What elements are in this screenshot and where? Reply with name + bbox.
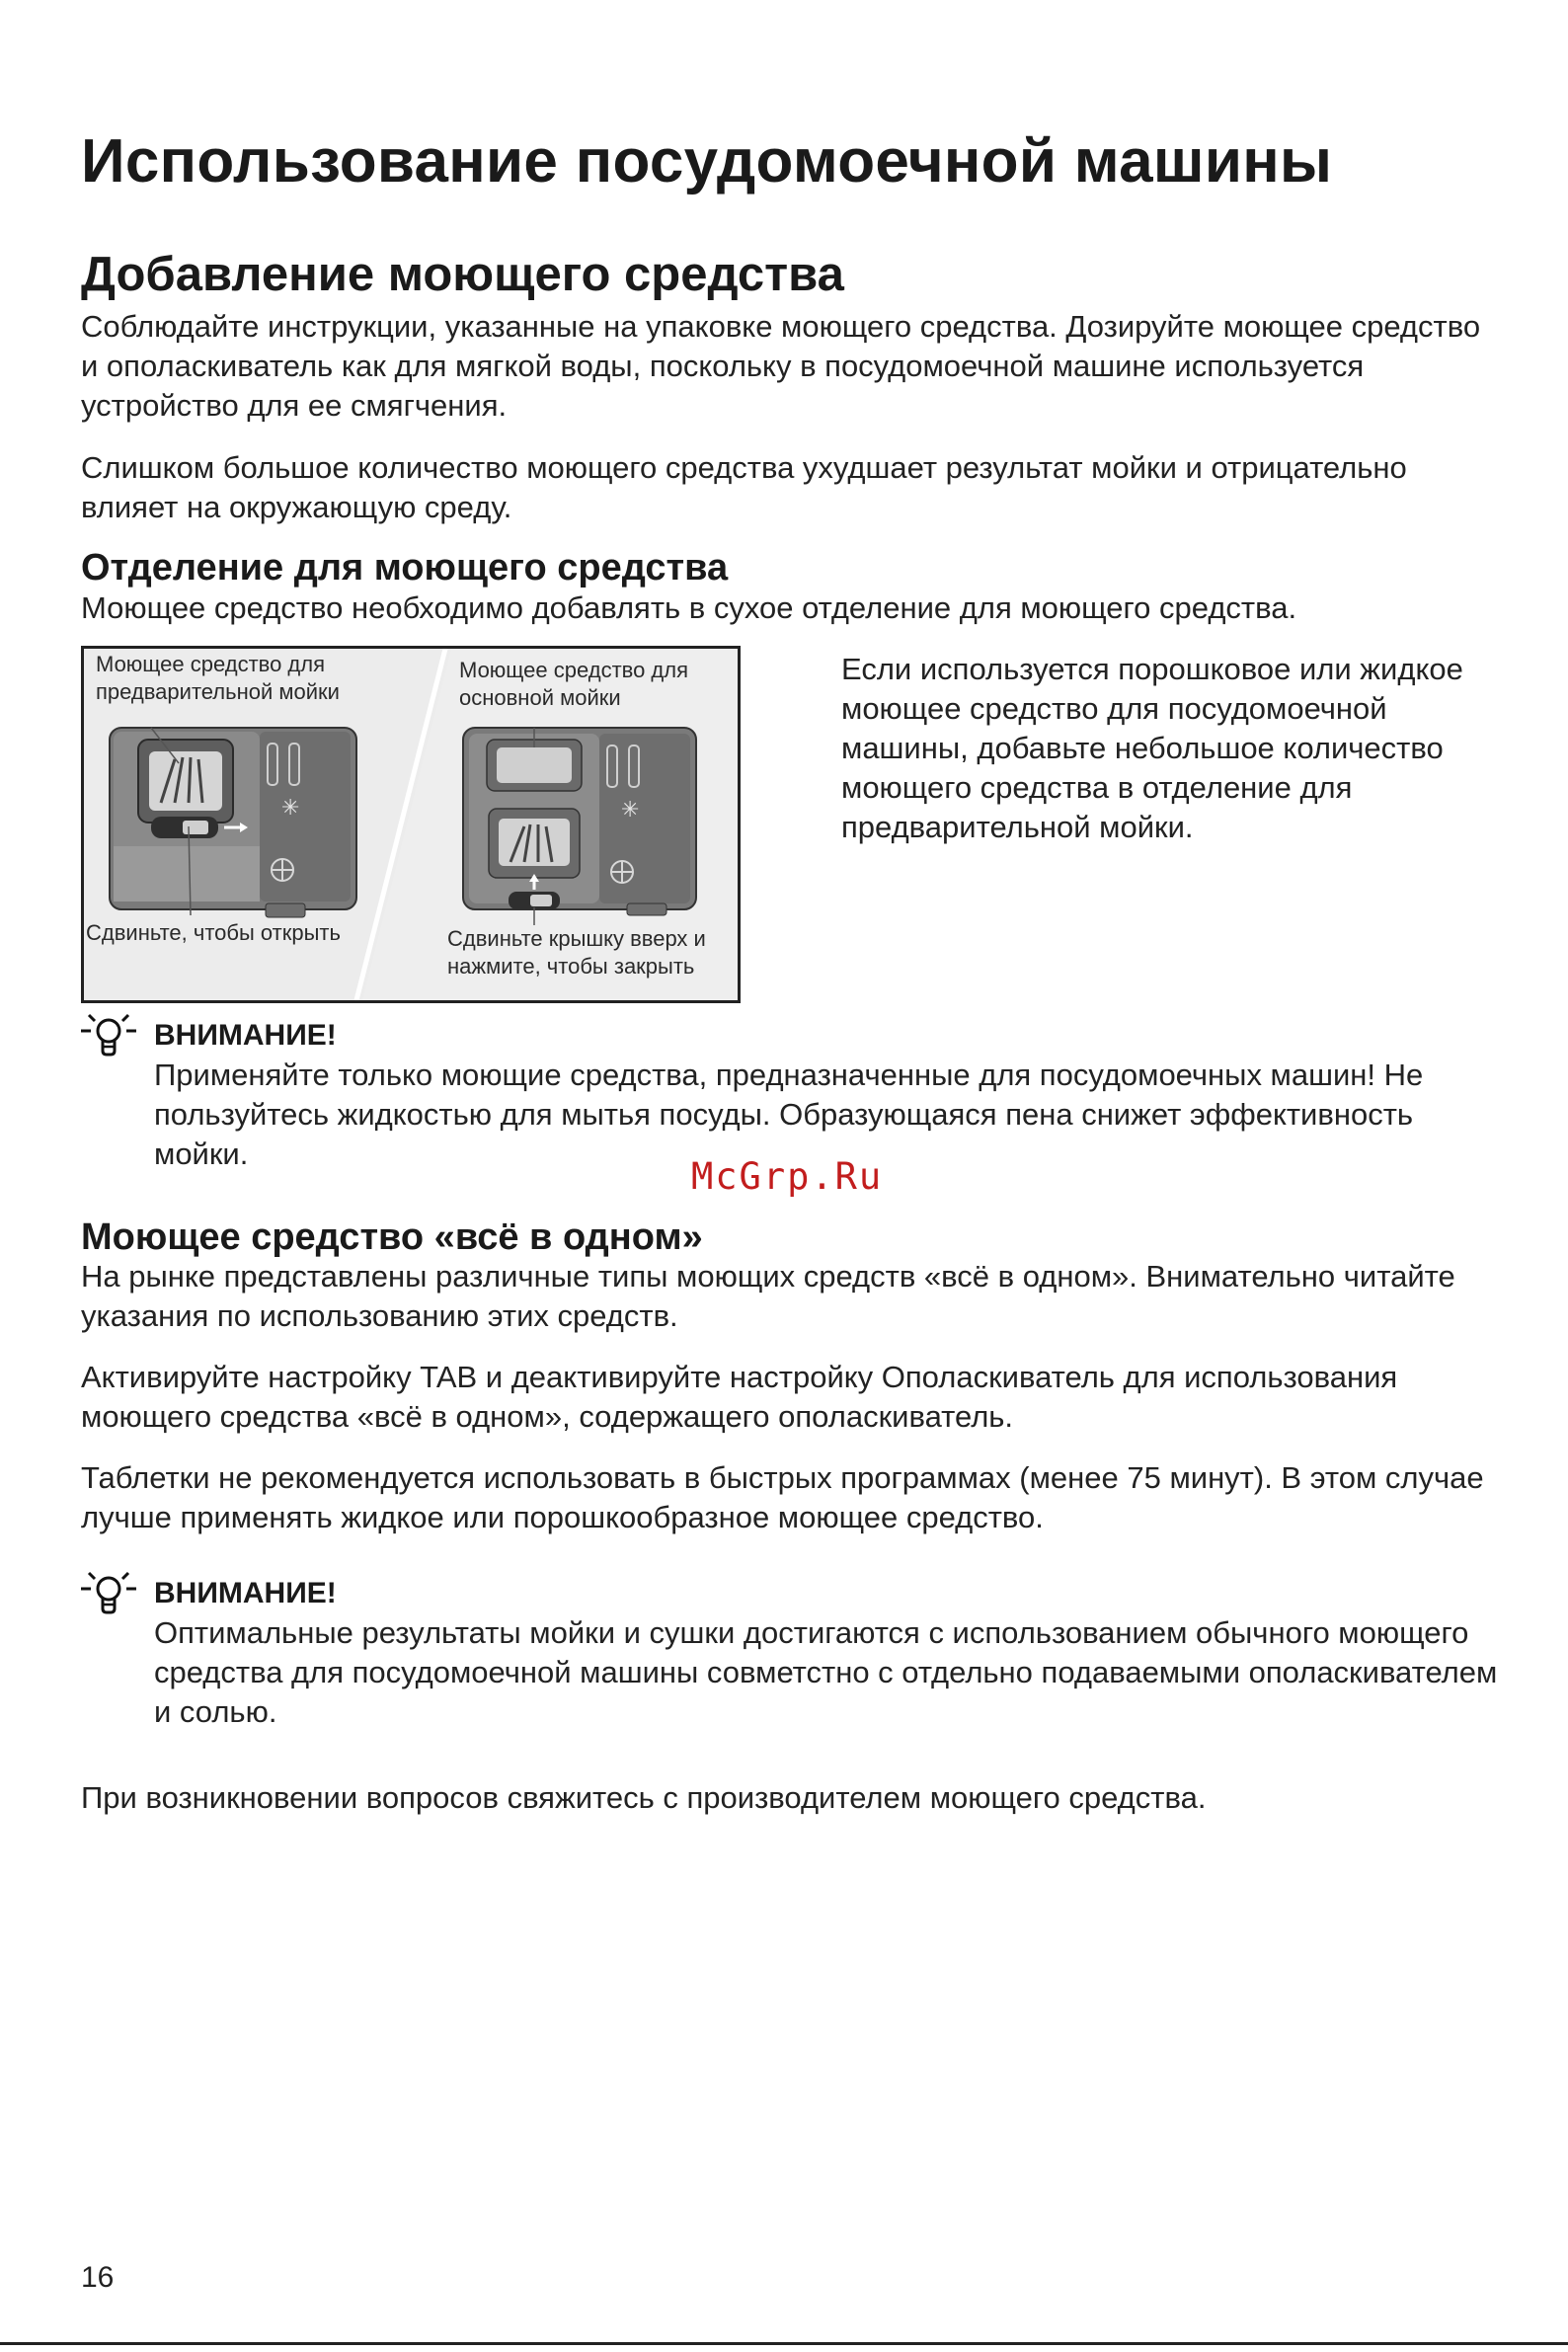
watermark: McGrp.Ru	[691, 1155, 884, 1198]
svg-text:✳: ✳	[281, 796, 300, 821]
label-main-wash: Моющее средство для основной мойки	[459, 658, 689, 710]
warning-text-1: Применяйте только моющие средства, предназначенные для посудомоечных машин! Не пользуйтесь жидкостью для мытья посуды. Образующаяся пена снижет эффективность мойки.	[154, 1058, 1424, 1171]
section-heading: Добавление моющего средства	[81, 248, 844, 301]
warning-text-2: Оптимальные результаты мойки и сушки достигаются с использованием обычного моющего средства для посудомоечной машины совметстно с отдельно подаваемыми ополаскивателем и солью.	[154, 1615, 1498, 1729]
bottom-rule	[0, 2342, 1568, 2345]
dispenser-closed-illustration	[463, 728, 696, 925]
compartment-heading: Отделение для моющего средства	[81, 547, 729, 588]
dispenser-open-illustration	[110, 728, 356, 917]
label-slide-open: Сдвиньте, чтобы открыть	[86, 920, 341, 945]
detergent-compartment-figure	[81, 646, 741, 1003]
compartment-side-text: Если используется порошковое или жидкое моющее средство для посудомоечной машины, добавьте небольшое количество моющего средства в отделение для предварительной мойки.	[841, 652, 1463, 844]
page-title: Использование посудомоечной машины	[81, 127, 1333, 196]
all-in-one-paragraph-2: Активируйте настройку TAB и деактивируйте настройку Ополаскиватель для использования моющего средства «всё в одном», содержащего ополаскиватель.	[81, 1360, 1398, 1434]
warning-title-2: ВНИМАНИЕ!	[154, 1577, 337, 1609]
svg-text:✳: ✳	[621, 798, 640, 823]
section-paragraph-2: Слишком большое количество моющего средства ухудшает результат мойки и отрицательно влияет на окружающую среду.	[81, 450, 1407, 524]
compartment-intro: Моющее средство необходимо добавлять в сухое отделение для моющего средства.	[81, 590, 1297, 625]
all-in-one-paragraph-3: Таблетки не рекомендуется использовать в быстрых программах (менее 75 минут). В этом случае лучше применять жидкое или порошкообразное моющее средство.	[81, 1460, 1484, 1534]
label-slide-close: Сдвиньте крышку вверх и нажмите, чтобы закрыть	[447, 926, 706, 979]
page-number: 16	[81, 2261, 115, 2294]
label-prewash: Моющее средство для предварительной мойки	[96, 652, 340, 704]
all-in-one-heading: Моющее средство «всё в одном»	[81, 1216, 703, 1258]
closing-paragraph: При возникновении вопросов свяжитесь с производителем моющего средства.	[81, 1780, 1207, 1815]
lightbulb-icon	[79, 1009, 138, 1070]
warning-title-1: ВНИМАНИЕ!	[154, 1019, 337, 1052]
all-in-one-paragraph-1: На рынке представлены различные типы моющих средств «всё в одном». Внимательно читайте указания по использованию этих средств.	[81, 1259, 1455, 1333]
section-paragraph-1: Соблюдайте инструкции, указанные на упаковке моющего средства. Дозируйте моющее средство и ополаскиватель как для мягкой воды, поскольку в посудомоечной машине используется устройство для ее смягчения.	[81, 309, 1481, 423]
lightbulb-icon	[79, 1567, 138, 1628]
